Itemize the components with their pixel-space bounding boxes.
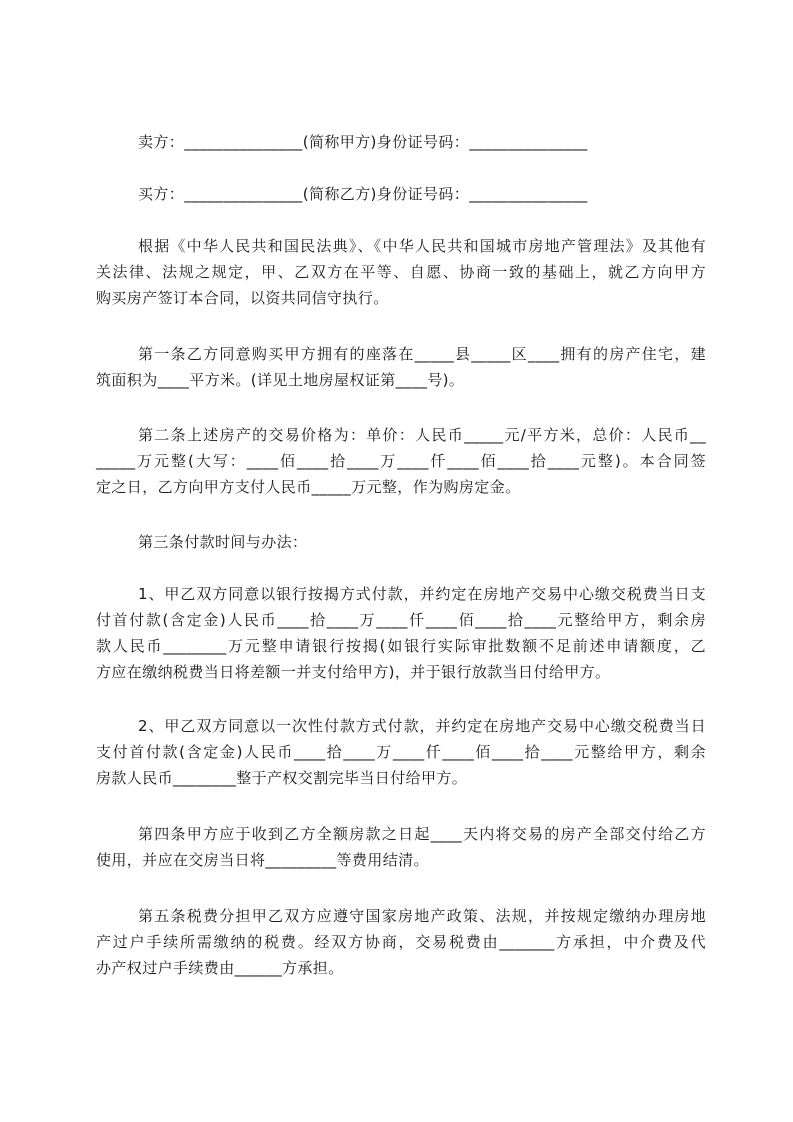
paragraph-line: 根据《中华人民共和国民法典》、《中华人民共和国城市房地产管理法》及其他有	[138, 237, 706, 255]
article-2	[96, 422, 706, 500]
article-1	[96, 341, 706, 393]
article-3-item-2	[96, 713, 706, 791]
seller-info: 卖方：_______________(简称甲方)身份证号码：_______________	[138, 133, 588, 151]
paragraph-line: 支付首付款(含定金)人民币____拾____万____仟____佰____拾____元整给甲方，剩余	[96, 743, 706, 761]
paragraph-line: 使用，并应在交房当日将_________等费用结清。	[96, 851, 429, 869]
paragraph-line: 筑面积为____平方米。(详见土地房屋权证第____号)。	[96, 371, 465, 389]
paragraph-line: 方应在缴纳税费当日将差额一并支付给甲方)，并于银行放款当日付给甲方。	[96, 663, 611, 681]
paragraph-line: 2、甲乙双方同意以一次性付款方式付款，并约定在房地产交易中心缴交税费当日	[138, 717, 706, 735]
paragraph-line: 产过户手续所需缴纳的税费。经双方协商，交易税费由_______方承担，中介费及代	[96, 933, 706, 951]
article-3-title	[96, 529, 706, 555]
paragraph-line: 付首付款(含定金)人民币____拾____万____仟____佰____拾____元整给甲方，剩余房	[96, 611, 706, 629]
article-4	[96, 821, 706, 873]
buyer-info: 买方：_______________(简称乙方)身份证号码：_______________	[138, 185, 588, 203]
seller-line	[96, 129, 706, 155]
article-5	[96, 903, 706, 981]
paragraph-line: 款人民币________万元整申请银行按揭(如银行实际审批数额不足前述申请额度，乙	[96, 637, 706, 655]
article-title: 第三条付款时间与办法：	[138, 533, 308, 551]
paragraph-line: 购买房产签订本合同，以资共同信守执行。	[96, 289, 389, 307]
paragraph-line: 第一条乙方同意购买甲方拥有的座落在_____县_____区____拥有的房产住宅，建	[138, 345, 706, 363]
paragraph-line: 关法律、法规之规定，甲、乙双方在平等、自愿、协商一致的基础上，就乙方向甲方	[96, 263, 706, 281]
paragraph-line: 1、甲乙双方同意以银行按揭方式付款，并约定在房地产交易中心缴交税费当日支	[138, 585, 706, 603]
paragraph-line: 定之日，乙方向甲方支付人民币_____万元整，作为购房定金。	[96, 478, 521, 496]
buyer-line	[96, 181, 706, 207]
paragraph-line: _____万元整(大写：____佰____拾____万____仟____佰____拾____元整)。本合同签	[96, 452, 706, 470]
paragraph-line: 第五条税费分担甲乙双方应遵守国家房地产政策、法规，并按规定缴纳办理房地	[138, 907, 706, 925]
paragraph-line: 办产权过户手续费由______方承担。	[96, 959, 344, 977]
paragraph-line: 第四条甲方应于收到乙方全额房款之日起____天内将交易的房产全部交付给乙方	[138, 825, 706, 843]
article-3-item-1	[96, 581, 706, 685]
paragraph-line: 房款人民币________整于产权交割完毕当日付给甲方。	[96, 769, 468, 787]
preamble-paragraph	[96, 233, 706, 311]
paragraph-line: 第二条上述房产的交易价格为：单价：人民币_____元/平方米，总价：人民币__	[138, 426, 706, 444]
